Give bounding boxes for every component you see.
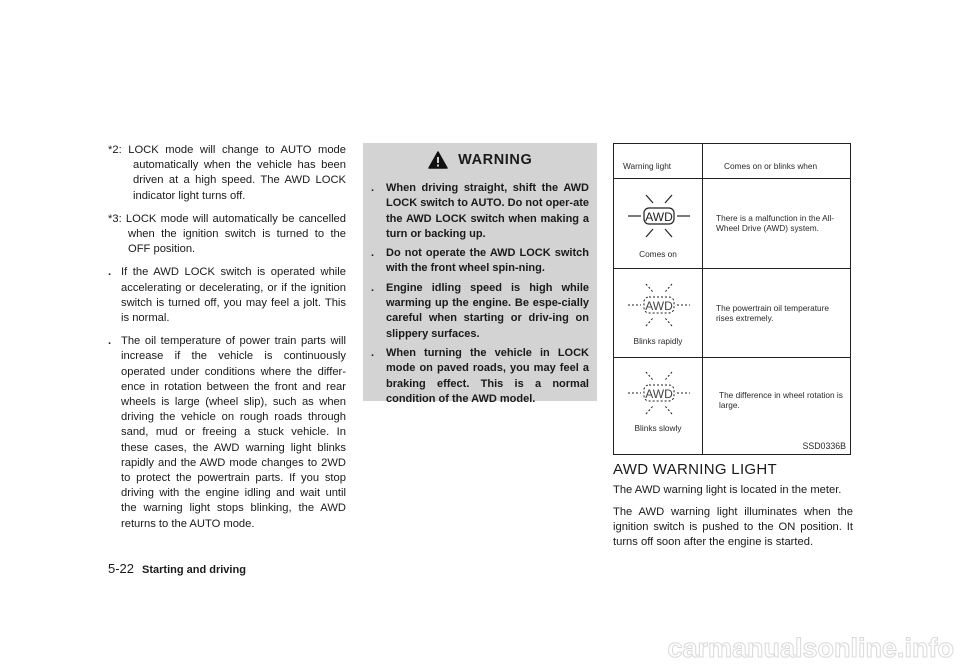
figure-code: SSD0336B bbox=[802, 441, 846, 451]
figure-divider bbox=[614, 357, 850, 358]
condition-description: The powertrain oil temperature rises extremely. bbox=[716, 303, 829, 323]
watermark-logo bbox=[548, 632, 960, 664]
bullet-marker: . bbox=[371, 281, 375, 294]
bullet-marker: . bbox=[371, 346, 375, 359]
warning-title: WARNING bbox=[458, 152, 533, 168]
bullet-marker: . bbox=[371, 247, 375, 260]
left-column bbox=[108, 143, 346, 540]
paragraph: The AWD warning light is located in the meter. bbox=[613, 484, 842, 496]
warning-item-text: When turning the vehicle in LOCK mode on paved roads, you may feel a braking effect. This is a normal condition of the AWD model. bbox=[386, 346, 589, 405]
watermark-text: carmanualsonline.info bbox=[667, 633, 954, 663]
figure-divider bbox=[614, 268, 850, 269]
awd-lamp-on-icon bbox=[628, 191, 690, 241]
bullet-marker: . bbox=[108, 335, 112, 348]
awd-lamp-blink-slow-icon bbox=[628, 368, 690, 418]
footnote-3: *3: LOCK mode will automatically be cancelled when the ignition switch is turned to the OFF position. bbox=[108, 212, 346, 256]
awd-lamp-label: AWD bbox=[645, 299, 673, 313]
page-footer bbox=[108, 561, 246, 576]
list-item-text: The oil temperature of power train parts will increase if the vehicle is continuously operated under conditions where the differ-ence in rotation between the front and rear wheels is large (wheel slip), such as when driving the vehicle on rough roads through sand, mud or freeing a stuck vehicle. In these cases, the AWD warning light blinks rapidly and the AWD mode changes to 2WD to protect the powertrain parts. If you stop driving with the engine idling and wait until the warning light stops blinking, the AWD returns to the AUTO mode. bbox=[121, 335, 346, 530]
figure-header-warning-light: Warning light bbox=[623, 161, 672, 171]
warning-item bbox=[371, 346, 589, 407]
page-number: 5-22 bbox=[108, 561, 135, 576]
condition-description: There is a malfunction in the All-Wheel Drive (AWD) system. bbox=[716, 213, 835, 233]
footer-section-name: Starting and driving bbox=[142, 564, 246, 576]
warning-item-text: When driving straight, shift the AWD LOCK switch to AUTO. Do not oper-ate the AWD LOCK switch when making a turn or backing up. bbox=[386, 182, 589, 240]
awd-lamp-blink-rapid-icon bbox=[628, 280, 690, 330]
section-title: AWD WARNING LIGHT bbox=[613, 461, 777, 478]
warning-item bbox=[371, 246, 589, 277]
awd-warning-light-figure bbox=[613, 143, 851, 455]
figure-divider bbox=[702, 144, 703, 454]
list-item bbox=[108, 334, 346, 532]
bullet-marker: . bbox=[371, 182, 375, 194]
figure-divider bbox=[614, 178, 850, 179]
paragraph: The AWD warning light illuminates when the ignition switch is pushed to the ON position. It turns off soon after the engine is started. bbox=[613, 506, 853, 549]
bullet-marker: . bbox=[108, 266, 112, 279]
awd-lamp-label: AWD bbox=[645, 387, 673, 401]
list-item bbox=[108, 265, 346, 326]
warning-item-text: Do not operate the AWD LOCK switch with the front wheel spin-ning. bbox=[386, 247, 589, 275]
figure-header-condition: Comes on or blinks when bbox=[724, 161, 818, 171]
warning-triangle-icon bbox=[428, 151, 448, 169]
state-blinks-slowly: Blinks slowly bbox=[634, 423, 682, 433]
state-comes-on: Comes on bbox=[639, 249, 677, 259]
warning-list bbox=[371, 181, 589, 411]
warning-item bbox=[371, 181, 589, 242]
warning-item bbox=[371, 281, 589, 342]
warning-item-text: Engine idling speed is high while warming up the engine. Be espe-cially careful when starting or driv-ing on slippery surfaces. bbox=[386, 281, 589, 340]
list-item-text: If the AWD LOCK switch is operated while accelerating or decelerating, or if the ignition switch is turned off, you may feel a jolt. This is normal. bbox=[121, 266, 346, 325]
warning-header bbox=[363, 151, 597, 169]
footnote-2: *2: LOCK mode will change to AUTO mode automatically when the vehicle has been driven at a high speed. The AWD LOCK indicator light turns off. bbox=[108, 144, 346, 202]
state-blinks-rapidly: Blinks rapidly bbox=[633, 336, 683, 346]
condition-description: The difference in wheel rotation is large. bbox=[719, 390, 843, 410]
warning-box bbox=[363, 143, 597, 405]
awd-lamp-label: AWD bbox=[645, 210, 673, 224]
